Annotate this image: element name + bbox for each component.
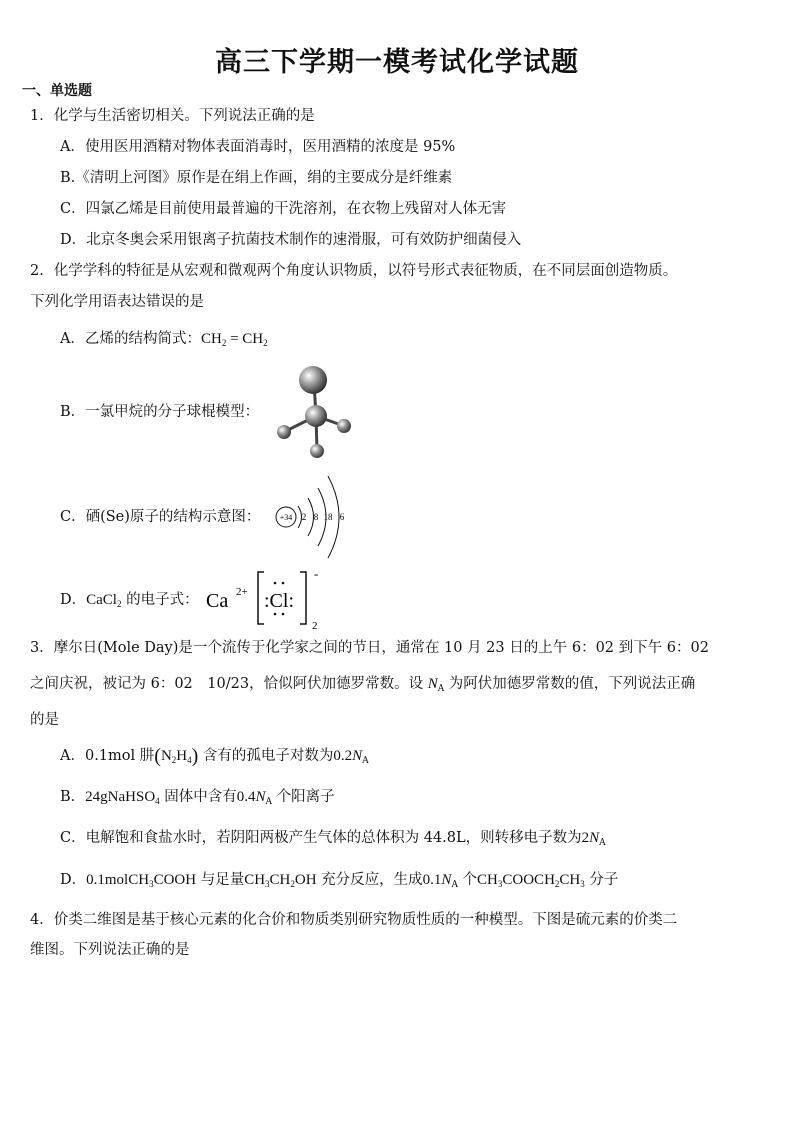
q2-option-b-label: B．一氯甲烷的分子球棍模型： [60,404,260,420]
q2-option-c-label: C．硒(Se)原子的结构示意图： [60,509,261,525]
nucleus-charge: +34 [279,513,293,522]
q1-stem: 1．化学与生活密切相关。下列说法正确的是 [30,108,315,124]
chlorine-atom [299,366,327,394]
q3-option-c: C．电解饱和食盐水时，若阴阳两极产生气体的总体积为 44.8L，则转移电子数为$2N_A$ [60,830,606,848]
acetic-acid-formula: 0.1molCH$_3$COOH [86,872,197,889]
hydrazine-formula: $(N_2H_4)$ [154,745,199,767]
q3-stem-line2: 之间庆祝，被记为 6：02 10/23，恰似阿伏加德罗常数。设 $N_A$ 为阿伏加德罗常数的值，下列说法正确 [30,676,696,694]
q3-option-b: B．24gNaHSO$_4$ 固体中含有$0.4N_A$ 个阳离子 [60,789,335,807]
cacl2-electron-dot-formula [204,566,334,632]
hydrogen-atom [337,419,351,433]
nahso4-formula: 24gNaHSO$_4$ [85,789,160,806]
ethyl-acetate-formula: $CH_3COOCH_2CH_3$ [477,872,585,889]
carbon-atom [305,405,327,427]
q3-stem-line3: 的是 [30,712,59,728]
ethanol-formula: $CH_3CH_2OH$ [244,872,317,889]
q3-option-d: D．0.1molCH$_3$COOH 与足量$CH_3CH_2OH$ 充分反应，生成$0.1N_A$ 个$CH_3COOCH_2CH_3$ 分子 [60,872,619,890]
page-title: 高三下学期一模考试化学试题 [215,47,579,78]
shell-electrons-1: 2 [301,512,307,522]
hydrogen-atom [310,444,324,458]
q3-option-a: A．0.1mol 肼$(N_2H_4)$ 含有的孤电子对数为$0.2N_A$ [60,745,369,767]
section-heading: 一、单选题 [22,83,92,99]
q3-stem-line1: 3．摩尔日(Mole Day)是一个流传于化学家之间的节日，通常在 10 月 23 日的上午 6：02 到下午 6：02 [30,640,709,656]
q2-option-a [60,329,268,353]
q1-option-a: A．使用医用酒精对物体表面消毒时，医用酒精的浓度是 95% [60,139,456,155]
q1-option-b: B.《清明上河图》原作是在绢上作画，绢的主要成分是纤维素 [60,170,453,186]
q1-option-c: C．四氯乙烯是目前使用最普遍的干洗溶剂，在衣物上残留对人体无害 [60,201,507,217]
chloride-count: 2 [312,620,318,632]
chloride-ion: :Cl: [264,590,295,612]
shell-electrons-3: 18 [323,512,333,522]
shell-electrons-2: 8 [313,512,319,522]
q1-option-d: D．北京冬奥会采用银离子抗菌技术制作的速滑服，可有效防护细菌侵入 [60,232,522,248]
ethylene-formula: $CH_2 = CH_2$ [200,331,268,348]
calcium-charge: 2+ [236,586,248,598]
calcium-ion: Ca [206,590,229,612]
selenium-atomic-structure-diagram [272,472,354,562]
q4-stem-line2: 维图。下列说法正确的是 [30,942,190,958]
q4-stem-line1: 4．价类二维图是基于核心元素的化合价和物质类别研究物质性质的一种模型。下图是硫元素的价类二 [30,912,678,928]
q2-option-d: D．CaCl$_2$ 的电子式： [60,592,199,609]
chloromethane-ball-stick-model [270,362,360,462]
hydrogen-atom [277,425,291,439]
q2-stem-line2: 下列化学用语表达错误的是 [30,294,204,310]
shell-electrons-4: 6 [339,512,345,522]
cacl2-formula: CaCl$_2$ [86,592,122,609]
q2-option-a-label: A．乙烯的结构简式： [60,331,201,347]
q2-stem-line1: 2．化学学科的特征是从宏观和微观两个角度认识物质，以符号形式表征物质，在不同层面创造物质。 [30,263,678,279]
chloride-charge: - [314,566,319,581]
